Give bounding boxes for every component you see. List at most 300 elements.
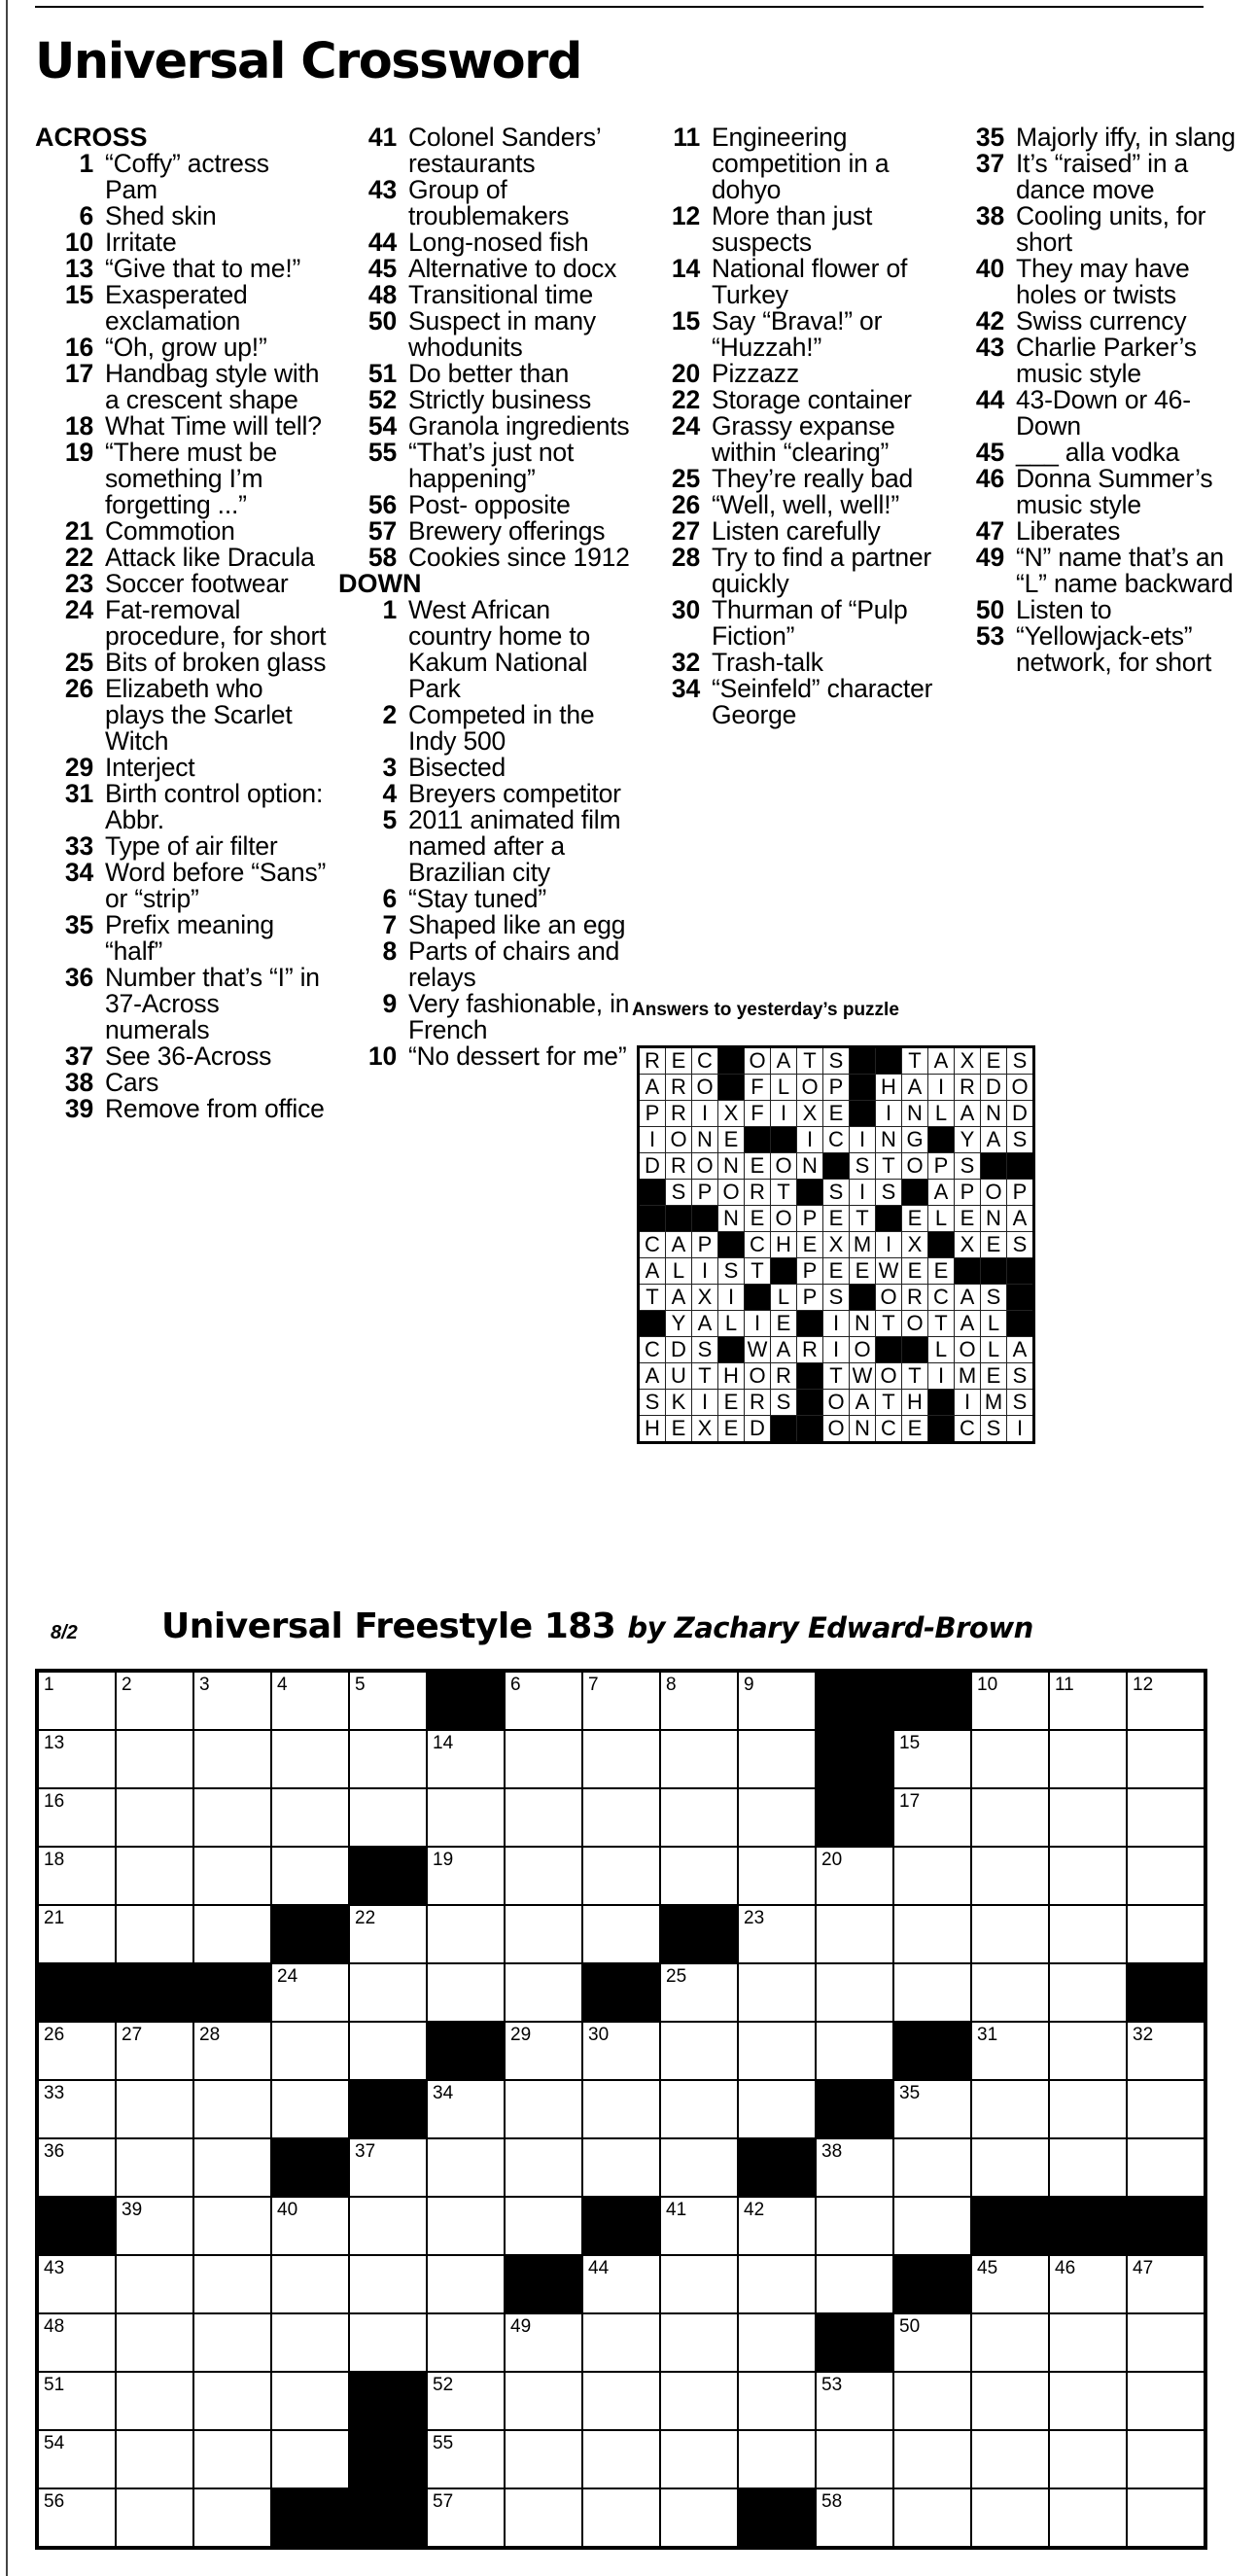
grid-cell[interactable]: [37, 2255, 116, 2313]
black-square: [692, 1206, 718, 1232]
clue-across-34: [35, 860, 327, 912]
grid-cell[interactable]: [427, 1905, 505, 1963]
answer-cell: T: [902, 1047, 928, 1075]
grid-cell[interactable]: [1049, 2372, 1127, 2430]
clue-column-2: [338, 124, 630, 1070]
answer-cell: S: [955, 1153, 981, 1180]
grid-cell[interactable]: [427, 1847, 505, 1905]
grid-cell[interactable]: [116, 2022, 193, 2080]
answer-cell: X: [692, 1285, 718, 1311]
grid-cell[interactable]: [193, 1847, 271, 1905]
clue-text: Storage container: [712, 385, 912, 414]
grid-cell[interactable]: [738, 2313, 816, 2372]
answer-cell: E: [745, 1206, 771, 1232]
grid-cell[interactable]: [427, 2372, 505, 2430]
grid-cell[interactable]: [116, 1905, 193, 1963]
grid-cell[interactable]: [193, 2488, 271, 2548]
grid-cell[interactable]: [971, 2488, 1049, 2548]
grid-cell[interactable]: [427, 2255, 505, 2313]
clue-text: 43-Down or 46-Down: [1016, 385, 1191, 441]
clue-text: Bits of broken glass: [105, 648, 327, 677]
grid-cell[interactable]: [271, 1730, 349, 1788]
clue-text: Birth control option: Abbr.: [105, 779, 324, 834]
grid-cell[interactable]: [1127, 2138, 1205, 2197]
clue-number: 22: [671, 385, 700, 414]
grid-cell[interactable]: [893, 2080, 971, 2138]
grid-cell[interactable]: [37, 1905, 116, 1963]
section-heading-down: DOWN: [338, 569, 422, 598]
grid-cell[interactable]: [116, 1788, 193, 1847]
grid-cell[interactable]: [116, 1730, 193, 1788]
clue-down-22: [642, 387, 933, 413]
cell-number: 5: [355, 1675, 366, 1695]
clue-number: 38: [64, 1068, 93, 1097]
grid-cell[interactable]: [1049, 1847, 1127, 1905]
cell-number: 31: [977, 2025, 998, 2045]
grid-cell[interactable]: [271, 2080, 349, 2138]
clue-text: Exasperated exclamation: [105, 280, 248, 335]
grid-cell[interactable]: [271, 2430, 349, 2488]
grid-cell[interactable]: [349, 2138, 427, 2197]
grid-cell[interactable]: [1049, 2488, 1127, 2548]
grid-cell[interactable]: [37, 2022, 116, 2080]
grid-cell[interactable]: [660, 2313, 738, 2372]
answer-cell: A: [771, 1047, 797, 1075]
grid-cell[interactable]: [37, 2430, 116, 2488]
grid-cell[interactable]: [271, 1671, 349, 1730]
grid-cell[interactable]: [1049, 2022, 1127, 2080]
clue-number: 27: [671, 516, 700, 546]
grid-cell[interactable]: [1127, 2080, 1205, 2138]
grid-cell[interactable]: [116, 2313, 193, 2372]
grid-cell[interactable]: [582, 2430, 660, 2488]
cell-number: 20: [821, 1850, 843, 1870]
grid-cell[interactable]: [427, 1730, 505, 1788]
grid-cell[interactable]: [1127, 1671, 1205, 1730]
cell-number: 1: [44, 1675, 54, 1695]
answer-cell: N: [850, 1311, 876, 1337]
cell-number: 3: [199, 1675, 210, 1695]
grid-cell[interactable]: [1049, 2430, 1127, 2488]
cell-number: 22: [355, 1908, 376, 1928]
grid-cell[interactable]: [582, 2313, 660, 2372]
grid-cell[interactable]: [660, 2138, 738, 2197]
clue-number: 19: [64, 438, 93, 467]
grid-cell[interactable]: [893, 2430, 971, 2488]
grid-cell[interactable]: [116, 1847, 193, 1905]
grid-row: [37, 1788, 1205, 1847]
answer-row: [639, 1180, 1034, 1206]
grid-cell[interactable]: [1127, 1847, 1205, 1905]
clue-number: 3: [382, 753, 397, 782]
grid-cell[interactable]: [738, 2372, 816, 2430]
grid-cell[interactable]: [582, 2080, 660, 2138]
grid-cell[interactable]: [271, 1788, 349, 1847]
grid-cell[interactable]: [971, 1788, 1049, 1847]
grid-cell[interactable]: [349, 2255, 427, 2313]
grid-cell[interactable]: [1127, 1730, 1205, 1788]
black-square: [928, 1127, 955, 1153]
grid-cell[interactable]: [116, 2138, 193, 2197]
grid-cell[interactable]: [193, 2080, 271, 2138]
grid-cell[interactable]: [1127, 2255, 1205, 2313]
clue-across-36: [35, 965, 327, 1043]
cell-number: 43: [44, 2258, 65, 2278]
grid-cell[interactable]: [116, 2430, 193, 2488]
grid-cell[interactable]: [427, 2138, 505, 2197]
grid-cell[interactable]: [582, 1847, 660, 1905]
grid-cell[interactable]: [738, 1847, 816, 1905]
black-square: [1127, 2197, 1205, 2255]
grid-cell[interactable]: [505, 2313, 582, 2372]
answer-cell: L: [666, 1258, 692, 1285]
grid-cell[interactable]: [1049, 1788, 1127, 1847]
clue-across-39: [35, 1096, 327, 1122]
grid-cell[interactable]: [660, 2022, 738, 2080]
grid-cell[interactable]: [193, 2197, 271, 2255]
grid-cell[interactable]: [505, 1671, 582, 1730]
grid-cell[interactable]: [971, 1671, 1049, 1730]
grid-cell[interactable]: [738, 1671, 816, 1730]
grid-cell[interactable]: [505, 2197, 582, 2255]
clue-down-40: [946, 256, 1238, 308]
grid-cell[interactable]: [349, 1905, 427, 1963]
answer-cell: S: [850, 1153, 876, 1180]
grid-cell[interactable]: [1127, 2372, 1205, 2430]
answer-cell: S: [823, 1047, 850, 1075]
grid-cell[interactable]: [971, 2138, 1049, 2197]
clue-text: “No dessert for me”: [408, 1041, 627, 1071]
clue-text: It’s “raised” in a dance move: [1016, 149, 1189, 204]
grid-cell[interactable]: [816, 2488, 893, 2548]
grid-cell[interactable]: [582, 2022, 660, 2080]
grid-cell[interactable]: [37, 2488, 116, 2548]
grid-cell[interactable]: [582, 2138, 660, 2197]
cell-number: 7: [588, 1675, 599, 1695]
grid-cell[interactable]: [1127, 2430, 1205, 2488]
clue-across-45: [338, 256, 630, 282]
answer-row: [639, 1416, 1034, 1443]
grid-cell[interactable]: [893, 2138, 971, 2197]
answer-cell: C: [692, 1047, 718, 1075]
grid-cell[interactable]: [738, 2255, 816, 2313]
clue-number: 34: [64, 858, 93, 887]
grid-cell[interactable]: [505, 1730, 582, 1788]
black-square: [1049, 2197, 1127, 2255]
black-square: [745, 1127, 771, 1153]
clue-number: 31: [64, 779, 93, 808]
clue-number: 35: [975, 123, 1004, 152]
grid-cell[interactable]: [349, 1788, 427, 1847]
black-square: [797, 1416, 823, 1443]
grid-cell[interactable]: [193, 2313, 271, 2372]
grid-cell[interactable]: [505, 2080, 582, 2138]
grid-cell[interactable]: [893, 2372, 971, 2430]
grid-cell[interactable]: [349, 1730, 427, 1788]
clue-number: 17: [64, 359, 93, 388]
grid-cell[interactable]: [505, 2372, 582, 2430]
grid-cell[interactable]: [37, 2080, 116, 2138]
grid-cell[interactable]: [37, 2313, 116, 2372]
grid-cell[interactable]: [1127, 2488, 1205, 2548]
cell-number: 2: [122, 1675, 132, 1695]
grid-cell[interactable]: [738, 1905, 816, 1963]
clue-across-56: [338, 492, 630, 518]
grid-cell[interactable]: [1049, 2313, 1127, 2372]
grid-cell[interactable]: [505, 1963, 582, 2022]
grid-cell[interactable]: [893, 1788, 971, 1847]
grid-cell[interactable]: [427, 2080, 505, 2138]
grid-cell[interactable]: [1127, 2022, 1205, 2080]
grid-cell[interactable]: [349, 1671, 427, 1730]
grid-cell[interactable]: [971, 1730, 1049, 1788]
clue-number: 40: [975, 254, 1004, 283]
grid-cell[interactable]: [660, 2255, 738, 2313]
clue-number: 22: [64, 543, 93, 572]
clue-text: Suspect in many whodunits: [408, 306, 596, 362]
grid-cell[interactable]: [116, 2372, 193, 2430]
clue-text: Post- opposite: [408, 490, 571, 519]
answer-cell: S: [639, 1390, 666, 1416]
grid-cell[interactable]: [660, 2372, 738, 2430]
grid-cell[interactable]: [1127, 2313, 1205, 2372]
grid-cell[interactable]: [271, 2197, 349, 2255]
clue-number: 20: [671, 359, 700, 388]
grid-cell[interactable]: [193, 1730, 271, 1788]
grid-cell[interactable]: [193, 1788, 271, 1847]
grid-cell[interactable]: [971, 2022, 1049, 2080]
cell-number: 34: [433, 2083, 454, 2103]
grid-cell[interactable]: [37, 1730, 116, 1788]
black-square: [193, 1963, 271, 2022]
grid-cell[interactable]: [738, 1963, 816, 2022]
grid-cell[interactable]: [738, 2197, 816, 2255]
grid-cell[interactable]: [349, 1963, 427, 2022]
grid-cell[interactable]: [582, 2488, 660, 2548]
grid-cell[interactable]: [116, 2197, 193, 2255]
grid-cell[interactable]: [816, 2022, 893, 2080]
clue-text: Thurman of “Pulp Fiction”: [712, 595, 908, 651]
answer-cell: P: [797, 1258, 823, 1285]
grid-cell[interactable]: [505, 2430, 582, 2488]
grid-cell[interactable]: [971, 1963, 1049, 2022]
grid-cell[interactable]: [660, 2197, 738, 2255]
grid-cell[interactable]: [893, 2313, 971, 2372]
answer-cell: M: [850, 1232, 876, 1258]
grid-cell[interactable]: [971, 2255, 1049, 2313]
black-square: [1007, 1153, 1034, 1180]
answer-cell: O: [876, 1285, 902, 1311]
clue-number: 53: [975, 621, 1004, 651]
grid-cell[interactable]: [816, 1963, 893, 2022]
clue-number: 5: [382, 805, 397, 834]
grid-cell[interactable]: [816, 2255, 893, 2313]
answer-cell: S: [1007, 1232, 1034, 1258]
grid-cell[interactable]: [971, 2313, 1049, 2372]
black-square: [902, 1337, 928, 1363]
grid-cell[interactable]: [193, 1671, 271, 1730]
black-square: [928, 1390, 955, 1416]
grid-cell[interactable]: [116, 2488, 193, 2548]
grid-cell[interactable]: [271, 2255, 349, 2313]
grid-cell[interactable]: [193, 2430, 271, 2488]
grid-cell[interactable]: [505, 2138, 582, 2197]
black-square: [427, 1671, 505, 1730]
grid-cell[interactable]: [660, 2080, 738, 2138]
grid-cell[interactable]: [1049, 2255, 1127, 2313]
cell-number: 16: [44, 1791, 65, 1812]
answer-cell: H: [718, 1363, 745, 1390]
clue-text: Granola ingredients: [408, 411, 630, 441]
cell-number: 26: [44, 2025, 65, 2045]
grid-cell[interactable]: [427, 2430, 505, 2488]
clue-number: 49: [975, 543, 1004, 572]
grid-cell[interactable]: [660, 2430, 738, 2488]
answer-cell: S: [1007, 1047, 1034, 1075]
grid-cell[interactable]: [1049, 1671, 1127, 1730]
answer-cell: A: [928, 1180, 955, 1206]
grid-cell[interactable]: [660, 1963, 738, 2022]
grid-cell[interactable]: [660, 1847, 738, 1905]
grid-cell[interactable]: [660, 1730, 738, 1788]
grid-cell[interactable]: [738, 1788, 816, 1847]
grid-cell[interactable]: [505, 2022, 582, 2080]
black-square: [37, 2197, 116, 2255]
grid-cell[interactable]: [271, 2372, 349, 2430]
grid-cell[interactable]: [1049, 1905, 1127, 1963]
grid-cell[interactable]: [193, 2022, 271, 2080]
grid-cell[interactable]: [1049, 1730, 1127, 1788]
grid-cell[interactable]: [893, 2197, 971, 2255]
grid-cell[interactable]: [116, 1671, 193, 1730]
clue-text: Pizzazz: [712, 359, 799, 388]
clue-number: 35: [64, 910, 93, 939]
grid-cell[interactable]: [816, 1905, 893, 1963]
grid-cell[interactable]: [37, 1788, 116, 1847]
grid-cell[interactable]: [427, 2197, 505, 2255]
grid-cell[interactable]: [193, 2372, 271, 2430]
clue-down-49: [946, 545, 1238, 597]
grid-cell[interactable]: [582, 1905, 660, 1963]
grid-cell[interactable]: [738, 2022, 816, 2080]
grid-cell[interactable]: [582, 1671, 660, 1730]
grid-cell[interactable]: [271, 2022, 349, 2080]
grid-cell[interactable]: [582, 2372, 660, 2430]
grid-cell[interactable]: [1049, 1963, 1127, 2022]
answer-cell: O: [955, 1337, 981, 1363]
answer-cell: C: [639, 1337, 666, 1363]
grid-cell[interactable]: [427, 1963, 505, 2022]
grid-cell[interactable]: [893, 1730, 971, 1788]
black-square: [771, 1127, 797, 1153]
grid-cell[interactable]: [271, 1963, 349, 2022]
grid-cell[interactable]: [349, 2197, 427, 2255]
clue-down-8: [338, 938, 630, 991]
answer-cell: N: [692, 1127, 718, 1153]
grid-cell[interactable]: [505, 1847, 582, 1905]
cell-number: 38: [821, 2141, 843, 2162]
grid-cell[interactable]: [193, 1905, 271, 1963]
clue-number: 13: [64, 254, 93, 283]
grid-cell[interactable]: [427, 2313, 505, 2372]
grid-cell[interactable]: [660, 1788, 738, 1847]
grid-cell[interactable]: [816, 2197, 893, 2255]
grid-cell[interactable]: [582, 1730, 660, 1788]
answer-cell: R: [797, 1337, 823, 1363]
grid-cell[interactable]: [660, 2488, 738, 2548]
answer-cell: S: [876, 1180, 902, 1206]
grid-cell[interactable]: [37, 2372, 116, 2430]
answer-cell: D: [666, 1337, 692, 1363]
cell-number: 12: [1133, 1675, 1154, 1695]
answer-cell: F: [745, 1075, 771, 1101]
grid-cell[interactable]: [1127, 1905, 1205, 1963]
grid-cell[interactable]: [427, 2488, 505, 2548]
grid-cell[interactable]: [271, 2313, 349, 2372]
grid-cell[interactable]: [738, 2080, 816, 2138]
grid-cell[interactable]: [893, 1963, 971, 2022]
grid-cell[interactable]: [116, 2080, 193, 2138]
cell-number: 40: [277, 2200, 298, 2220]
grid-cell[interactable]: [971, 2430, 1049, 2488]
grid-cell[interactable]: [193, 2255, 271, 2313]
puzzle-title-text: Universal Freestyle 183: [161, 1606, 616, 1646]
grid-cell[interactable]: [349, 2022, 427, 2080]
grid-cell[interactable]: [1049, 2080, 1127, 2138]
grid-cell[interactable]: [971, 2080, 1049, 2138]
grid-cell[interactable]: [816, 2430, 893, 2488]
grid-cell[interactable]: [971, 1905, 1049, 1963]
answer-cell: A: [928, 1047, 955, 1075]
grid-cell[interactable]: [37, 1671, 116, 1730]
answer-cell: E: [718, 1416, 745, 1443]
grid-cell[interactable]: [116, 2255, 193, 2313]
grid-cell[interactable]: [582, 1788, 660, 1847]
cell-number: 53: [821, 2375, 843, 2395]
grid-cell[interactable]: [738, 1730, 816, 1788]
clue-across-33: [35, 833, 327, 860]
grid-cell[interactable]: [271, 1847, 349, 1905]
grid-cell[interactable]: [971, 1847, 1049, 1905]
clue-text: Brewery offerings: [408, 516, 606, 546]
grid-cell[interactable]: [505, 1788, 582, 1847]
grid-cell[interactable]: [738, 2430, 816, 2488]
grid-cell[interactable]: [427, 1788, 505, 1847]
black-square: [797, 1180, 823, 1206]
grid-cell[interactable]: [349, 2313, 427, 2372]
grid-cell[interactable]: [193, 2138, 271, 2197]
grid-cell[interactable]: [893, 2488, 971, 2548]
grid-cell[interactable]: [893, 1847, 971, 1905]
grid-cell[interactable]: [816, 1847, 893, 1905]
grid-cell[interactable]: [1127, 1788, 1205, 1847]
grid-cell[interactable]: [37, 1847, 116, 1905]
grid-cell[interactable]: [971, 2372, 1049, 2430]
answer-cell: I: [771, 1101, 797, 1127]
answer-cell: A: [955, 1311, 981, 1337]
grid-cell[interactable]: [893, 1905, 971, 1963]
grid-cell[interactable]: [505, 2488, 582, 2548]
grid-cell[interactable]: [660, 1671, 738, 1730]
grid-cell[interactable]: [816, 2372, 893, 2430]
answer-cell: T: [692, 1363, 718, 1390]
grid-cell[interactable]: [505, 1905, 582, 1963]
grid-cell[interactable]: [1049, 2138, 1127, 2197]
grid-cell[interactable]: [582, 2255, 660, 2313]
grid-cell[interactable]: [816, 2138, 893, 2197]
answer-cell: C: [955, 1416, 981, 1443]
grid-cell[interactable]: [37, 2138, 116, 2197]
